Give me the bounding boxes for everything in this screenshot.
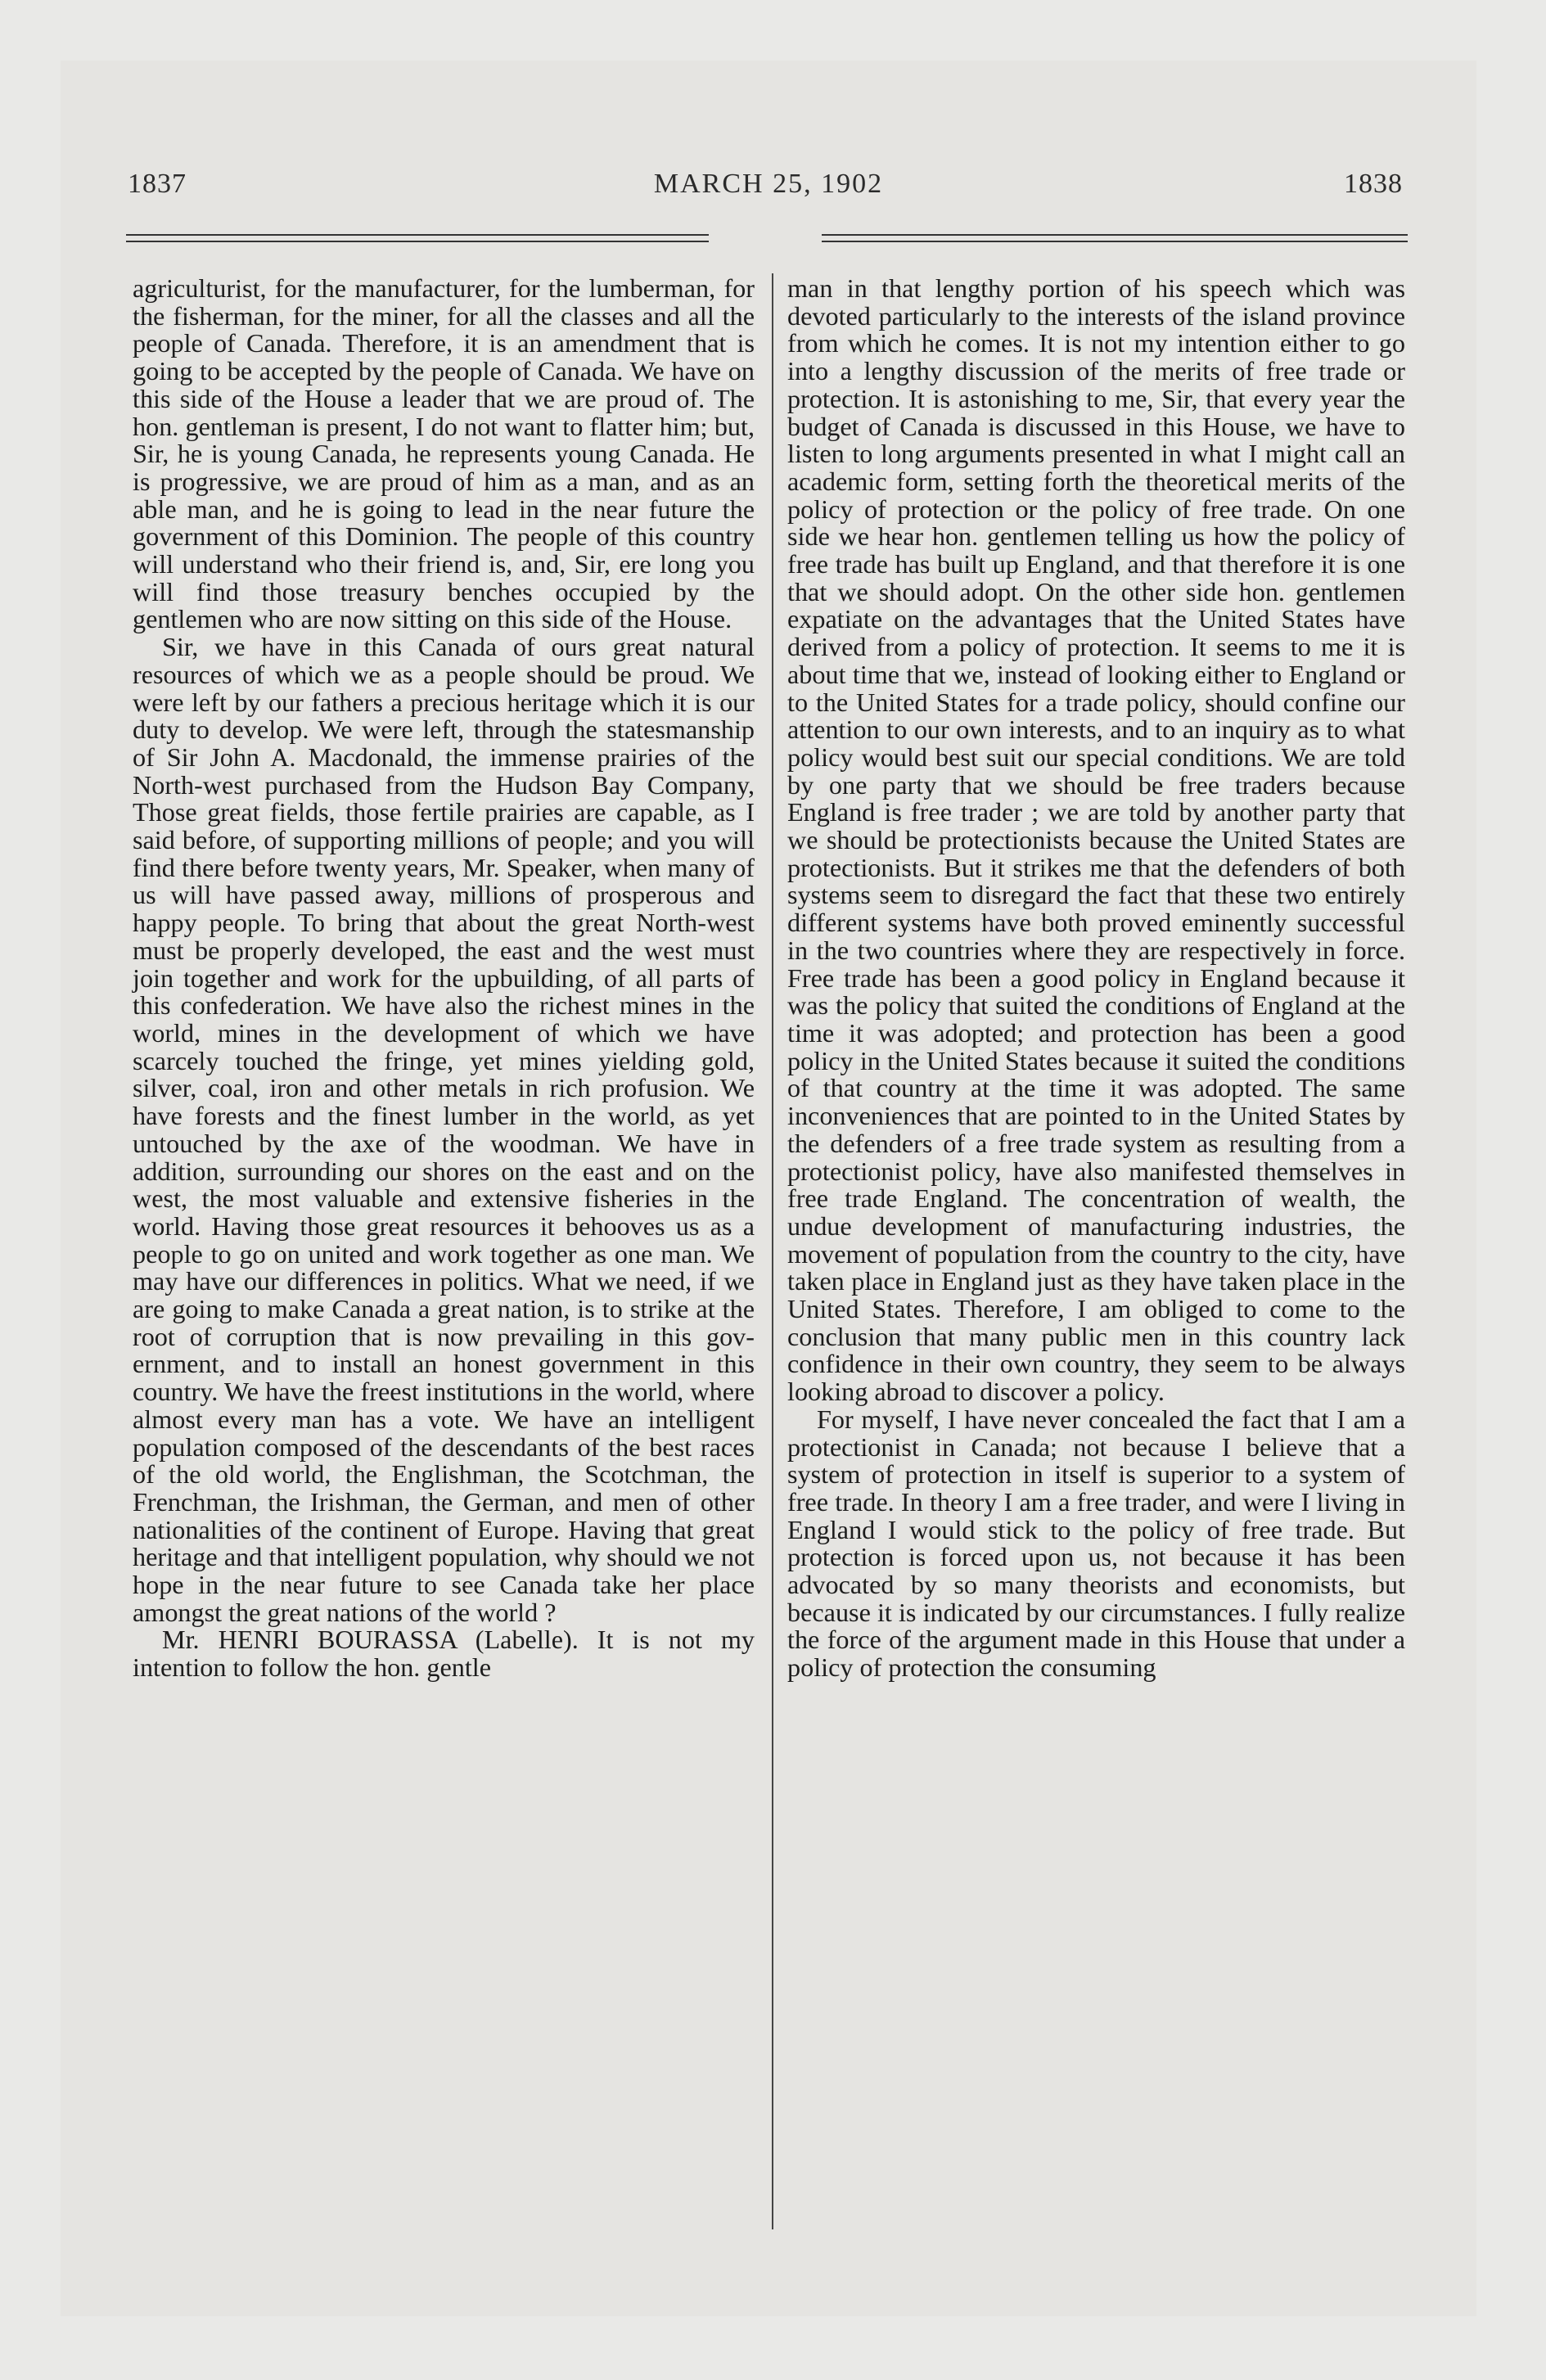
header-rule-left-top [126,234,709,236]
right-column [787,275,1405,1682]
page-sheet [61,61,1476,2316]
column-divider [772,273,773,2229]
header-rule-right-top [822,234,1408,236]
paragraph: For myself, I have never concealed the fact that I am a protectionist in Canada; not because I believe that a system of protection in itself is superior to a system of free trade. In theory I am a free trader, and were I living in England I would stick to the policy of free trade. But protection is forced upon us, not because it has been advocated by so many theorists and economists, but because it is indicated by our circumstances. I fully realize the force of the argument made in this House that under a policy of protection the consuming [787,1404,1405,1683]
header-rule-left-bottom [126,241,709,242]
paragraph-speaker-bourassa: Mr. HENRI BOURASSA (Labelle). It is not my intention to follow the hon. gentle [133,1625,755,1683]
paragraph: agriculturist, for the manufacturer, for the lumberman, for the fisherman, for the miner, for all the classes and all the people of Canada. Therefore, it is an amendment that is going to be accepted by the people of Canada. We have on this side of the House a leader that we are proud of. The hon. gentleman is present, I do not want to flatter him; but, Sir, he is young Canada, he represents young Canada. He is progressive, we are proud of him as a man, and as an able man, and he is going to lead in the near future the government of this Dominion. The people of this country will understand who their friend is, and, Sir, ere long you will find those treasury benches occupied by the gentlemen who are now sitting on this side of the House. [133,273,755,634]
page-date-header: MARCH 25, 1902 [653,169,884,199]
paragraph: Sir, we have in this Canada of ours great natural resources of which we as a people should be proud. We were left by our fathers a precious heritage which it is our duty to develop. We were left, through the statesmanship of Sir John A. Macdonald, the immense prairies of the North-west purchased from the Hudson Bay Company, Those great fields, those fertile prairies are capable, as I said before, of supporting millions of people; and you will find there before twenty years, Mr. Speaker, when many of us will have passed away, millions of prosperous and happy people. To bring that about the great North-west must be properly developed, the east and the west must join together and work for the upbuilding, of all parts of this confederation. We have also the richest mines in the world, mines in the development of which we have scarcely touched the fringe, yet mines yielding gold, silver, coal, iron and other metals in rich profusion. We have forests and the finest lumber in the world, as yet untouched by the axe of the woodman. We have in addition, surrounding our shores on the east and on the west, the most valuable and extensive fisheries in the world. Having those great resources it behooves us as a people to go on united and work together as one man. We may have our differences in politics. What we need, if we are going to make Canada a great nation, is to strike at the root of corruption that is now prevailing in this government, and to install an honest government in this country. We have the freest institutions in the world, where almost every man has a vote. We have an intelligent population composed of the descendants of the best races of the old world, the Englishman, the Scotchman, the Frenchman, the Irishman, the German, and men of other nationalities of the continent of Europe. Having that great heritage and that intelligent population, why should we not hope in the near future to see Canada take her place amongst the great nations of the world ? [133,632,755,1627]
page-number-right: 1838 [1344,169,1403,199]
page-number-left: 1837 [128,169,187,199]
header-rule-right-bottom [822,241,1408,242]
paragraph: man in that lengthy portion of his speech which was devoted particularly to the interests of the island province from which he comes. It is not my intention either to go into a lengthy discussion of the merits of free trade or protection. It is astonishing to me, Sir, that every year the budget of Canada is discussed in this House, we have to listen to long arguments presented in what I might call an academic form, setting forth the theoretical merits of the policy of protection or the policy of free trade. On one side we hear hon. gentlemen telling us how the policy of free trade has built up England, and that therefore it is one that we should adopt. On the other side hon. gentlemen expatiate on the advantages that the United States have derived from a policy of protection. It seems to me it is about time that we, instead of looking either to England or to the United States for a trade policy, should confine our attention to our own interests, and to an inquiry as to what policy would best suit our special conditions. We are told by one party that we should be free traders because England is free trader ; we are told by another party that we should be protectionists because the United States are protectionists. But it strikes me that the defenders of both systems seem to disregard the fact that these two entirely different systems have both proved eminently successful in the two countries where they are respectively in force. Free trade has been a good policy in England because it was the policy that suited the conditions of England at the time it was adopted; and protection has been a good policy in the United States because it suited the conditions of that country at the time it was adopted. The same inconveniences that are pointed to in the United States by the defenders of a free trade system as resulting from a protectionist policy, have also manifested themselves in free trade England. The concentration of wealth, the undue development of manufacturing industries, the movement of population from the country to the city, have taken place in England just as they have taken place in the United States. Therefore, I am obliged to come to the conclusion that many public men in this country lack confidence in their own country, they seem to be always looking abroad to discover a policy. [787,273,1405,1407]
left-column [133,275,755,1682]
